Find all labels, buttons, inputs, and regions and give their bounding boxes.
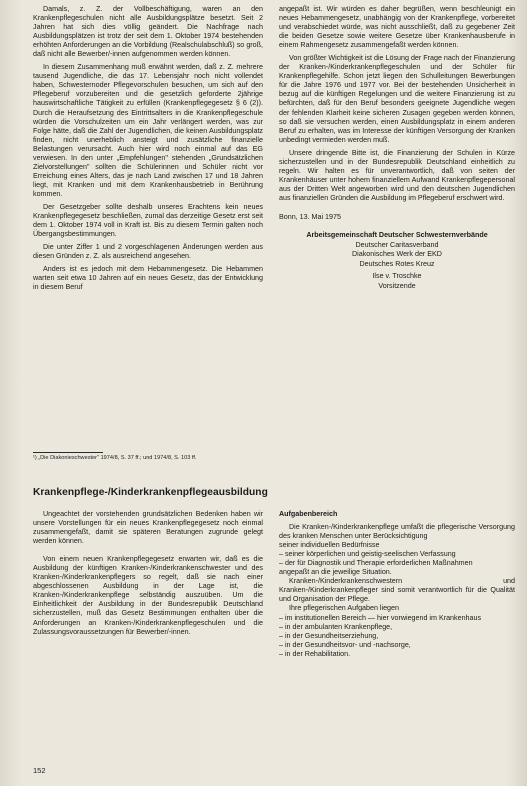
text-column-bottom-left [33,510,263,637]
list-item: – in der ambulanten Krankenpflege, [279,622,393,631]
footnote: ¹) „Die Diakonieschwester" 1974/8, S. 37 ff.; und 1974/8, S. 103 ff. [33,455,197,461]
list-item: – in der Gesundheitserziehung, [279,631,379,640]
paragraph: Kranken-/Kinderkrankenschwestern und Kranken-/Kinderkrankenpfleger sind somit verantwortlich für die Qualität und Organisation der Pflege. [279,577,515,604]
list-item: – seiner körperlichen und geistig-seelischen Verfassung [279,550,456,559]
paragraph: Ungeachtet der vorstehenden grundsätzlichen Bedenken haben wir unsere Vorstellungen für ein neues Krankenpflegegesetz noch einmal zusammengefaßt, damit sie späteren Beratungen zugrunde gelegt werden können. [33,510,263,546]
paragraph: Der Gesetzgeber sollte deshalb unseres Erachtens kein neues Krankenpflegegesetz beschließen, zumal das derzeitige Gesetz erst seit dem 1. Oktober 1974 voll in Kraft ist. Bis zu diesem Termin galten noch Übergangsbestimmungen. [33,202,263,239]
text-column-top-right [279,5,515,292]
text-column-top-left [33,5,263,292]
tasks-list [279,614,515,659]
member-organization: Deutsches Rotes Kreuz [359,259,435,268]
paragraph: Von größter Wichtigkeit ist die Lösung der Frage nach der Finanzierung der Kranken-/Kinderkrankenpflegeschulen und der Schüler für Krankenpflegehilfe. Schon jetzt liegen den Schulleitungen Bewerbungen für die Jahre 1976 und 1977 vor. Bei der bestehenden Unsicherheit in bezug auf die künftigen Regelungen und die weitere Finanzierung ist zu befürchten, daß für den Beruf besonders geeignete Jugendliche wegen der fehlenden Klarheit keine sicheren Zusagen gegeben werden können, so daß sie versuchen werden, einen Ausbildungsplatz in einem anderen Beruf zu erhalten, was im Interesse der künftigen Versorgung der Kranken unbedingt vermieden werden muß. [279,54,515,144]
list-item: seiner individuellen Bedürfnisse [279,541,380,550]
paragraph: angepaßt ist. Wir würden es daher begrüßen, wenn beschleunigt ein neues Hebammengesetz, unabhängig von der Krankenpflege, vorbereitet und verabschiedet würde, was nicht ausschließt, daß zu gegebener Zeit die beiden Gesetze sowie weitere Gesetze über Krankenhausberufe in einem Rahmengesetz zusammengefaßt werden können. [279,5,515,50]
list-item: – in der Gesundheitsvor- und -nachsorge, [279,640,411,649]
subheading: Aufgabenbereich [279,510,338,518]
list-item: angepaßt an die jeweilige Situation. [279,568,392,577]
considerations-list [279,541,515,577]
paragraph: Anders ist es jedoch mit dem Hebammengesetz. Die Hebammen warten seit etwa 10 Jahren auf ein neues Gesetz, das der Entwicklung in diesem Beruf [33,265,263,292]
paragraph: Ihre pflegerischen Aufgaben liegen [289,604,399,613]
list-item: – im institutionellen Bereich — hier vorwiegend im Krankenhaus [279,613,482,622]
paragraph: In diesem Zusammenhang muß erwähnt werden, daß z. Z. mehrere tausend Jugendliche, die das 17. Lebensjahr noch nicht vollendet haben, Schwesternoder Pflegevorschulen besuchen, um sich auf den Pflegeberuf vorzubereiten und die gesetzlich geforderte 2jährige hauswirtschaftliche Tätigkeit zu erfüllen (Krankenpflegegesetz § 6 (2)). Durch die Heraufsetzung des Eintrittsalters in die Krankenpflegeschule würden die Vorschulzeiten um ein Jahr verlängert werden, was zur Folge hätte, daß die Zahl der Jugendlichen, die keinen Ausbildungsplatz finden, nicht unerheblich ansteigt und zusätzliche finanzielle Belastungen verursacht. Auch hier wird noch einmal auf das EG verwiesen. In den unter „Empfehlungen" stehenden „Grundsätzlichen Zielvorstellungen" sollten die Schülerinnen und Schüler nicht vor Erreichung eines Alters, das je nach Land zwischen 17 und 18 Jahren liegt, mit Kranken und mit dem Krankenhausbetrieb in Berührung kommen. [33,63,263,198]
paragraph: Damals, z. Z. der Vollbeschäftigung, waren an den Krankenpflegeschulen nicht alle Ausbildungsplätze besetzt. Seit 2 Jahren hat sich dies völlig geändert. Die Nachfrage nach Ausbildungsplätzen ist trotz der seit dem 1. Oktober 1974 bestehenden erhöhten Anforderungen an die Vorbildung (Realschulabschluß) so groß, daß nicht alle Bewerber/-innen aufgenommen werden können. [33,5,263,59]
signature-block [279,231,515,292]
section-heading: Krankenpflege-/Kinderkrankenpflegeausbildung [33,487,268,498]
list-item: – in der Rehabilitation. [279,649,351,658]
text-column-bottom-right [279,510,515,659]
member-organization: Deutscher Caritasverband [355,240,439,249]
list-item: – der für Diagnostik und Therapie erforderlichen Maßnahmen [279,559,473,568]
signatory-role: Vorsitzende [378,282,416,290]
footnote-divider [33,452,103,453]
page-number: 152 [33,766,46,775]
paragraph: Von einem neuen Krankenpflegegesetz erwarten wir, daß es die Ausbildung der künftigen Kranken-/Kinderkrankenschwester und des Kranken-/Kinderkrankenpflegers so regelt, daß sie nach einer abgeschlossenen Ausbildung in der Lage ist, die Kranken-/Kinderkrankenpflege selbständig auszuüben. Um die Einheitlichkeit der Ausbildung in der Bundesrepublik Deutschland sicherzustellen, muß das Gesetz Bestimmungen enthalten über die Anforderungen an Kranken-/Kinderkrankenpflegeschulen und die Zulassungsvoraussetzungen für Bewerber/-innen. [33,555,263,636]
organization-title: Arbeitsgemeinschaft Deutscher Schwesternverbände [306,231,488,240]
paragraph: Die unter Ziffer 1 und 2 vorgeschlagenen Änderungen werden aus diesen Gründen z. Z. als ausreichend angesehen. [33,243,263,261]
paragraph: Unsere dringende Bitte ist, die Finanzierung der Schulen in Kürze sicherzustellen und in der Bundesrepublik Deutschland einheitlich zu regeln. Wir halten es für unverantwortlich, daß von seiten der Krankenhäuser unter hohem finanziellem Aufwand Krankenpflegepersonal aus der Dritten Welt angeworben wird und den deutschen Jugendlichen aus finanziellen Gründen die Ausbildung im Pflegeberuf erschwert wird. [279,148,515,202]
paragraph: Die Kranken-/Kinderkrankenpflege umfaßt die pflegerische Versorgung des kranken Menschen unter Berücksichtigung [279,523,515,541]
place-date: Bonn, 13. Mai 1975 [279,212,341,221]
member-organization: Diakonisches Werk der EKD [352,250,442,259]
signatory-name: Ilse v. Troschke [372,272,422,281]
